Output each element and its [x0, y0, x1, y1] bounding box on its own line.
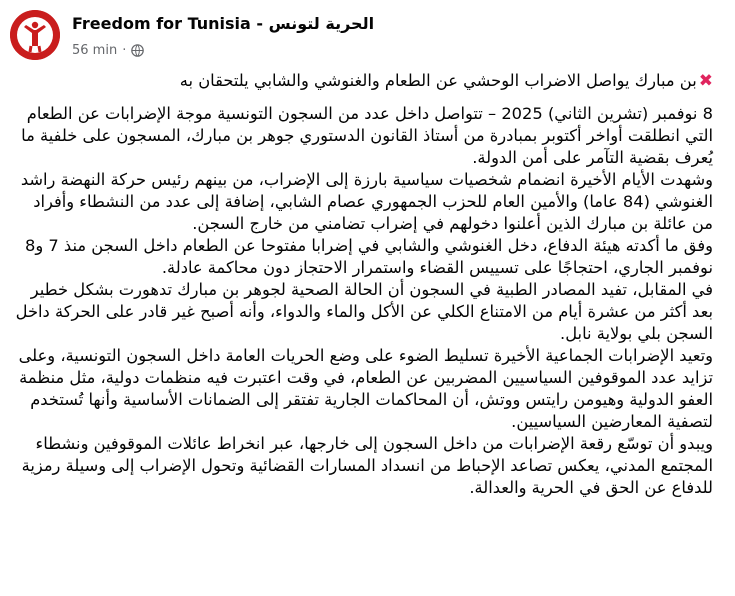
post-header	[0, 0, 735, 70]
post-headline	[13, 70, 713, 92]
post-body	[13, 70, 713, 499]
freedom-logo-icon	[10, 10, 60, 60]
cross-mark-icon: ✖	[698, 71, 713, 91]
post-paragraph: وفق ما أكدته هيئة الدفاع، دخل الغنوشي والشابي في إضرابا مفتوحا عن الطعام داخل السجن منذ 7 و8 نوفمبر الجاري، احتجاجًا على تسييس القضاء واستمرار الاحتجاز دون محاكمة عادلة.	[24, 236, 713, 277]
post-paragraph: ويبدو أن توسّع رقعة الإضرابات من داخل السجون إلى خارجها، عبر انخراط عائلات الموقوفين ونشطاء المجتمع المدني، يعكس تصاعد الإحباط من انسداد المسارات القضائية وتحول الإضراب إلى وسيلة رمزية للدفاع عن الحق في الحرية والعدالة.	[21, 434, 713, 497]
post-paragraph: في المقابل، تفيد المصادر الطبية في السجون أن الحالة الصحية لجوهر بن مبارك تدهورت بشكل خطير بعد أكثر من عشرة أيام من الامتناع الكلي عن الأكل والماء والدواء، وأنه أصبح غير قادر على الحركة داخل السجن بلي بولاية نابل.	[15, 280, 713, 343]
post-time[interactable]: 56 min	[72, 43, 118, 58]
page-avatar[interactable]	[10, 10, 60, 60]
post-paragraph: وتعيد الإضرابات الجماعية الأخيرة تسليط الضوء على وضع الحريات العامة داخل السجون التونسية، وعلى تزايد عدد الموقوفين السياسيين المضربين عن الطعام، في وقت اعتبرت فيه منظمات دولية، مثل منظمة العفو الدولية وهيومن رايتس ووتش، أن المحاكمات الجارية تفتقر إلى الضمانات الأساسية وأنها تُستخدم لتصفية المعارضين السياسيين.	[18, 346, 713, 431]
page-name-link[interactable]: Freedom for Tunisia - الحرية لتونس	[72, 14, 375, 33]
post-paragraph: 8 نوفمبر (تشرين الثاني) 2025 – تتواصل داخل عدد من السجون التونسية موجة الإضرابات عن الطعام التي انطلقت أواخر أكتوبر بمبادرة من أستاذ القانون الدستوري جوهر بن مبارك، المسجون على خلفية ما يُعرف بقضية التآمر على أمن الدولة.	[21, 104, 713, 167]
post-paragraph: وشهدت الأيام الأخيرة انضمام شخصيات سياسية بارزة إلى الإضراب، من بينهم رئيس حركة النهضة راشد الغنوشي (84 عاما) والأمين العام للحزب الجمهوري عصام الشابي، إضافة إلى عدد من النشطاء وأفراد من عائلة بن مبارك الذين أعلنوا دخولهم في إضراب تضامني من خارج السجن.	[20, 170, 713, 233]
meta-separator: ·	[122, 43, 127, 58]
post-meta	[72, 43, 144, 58]
headline-text: بن مبارك يواصل الاضراب الوحشي عن الطعام والغنوشي والشابي يلتحقان به	[179, 71, 697, 90]
globe-icon[interactable]	[131, 44, 144, 57]
